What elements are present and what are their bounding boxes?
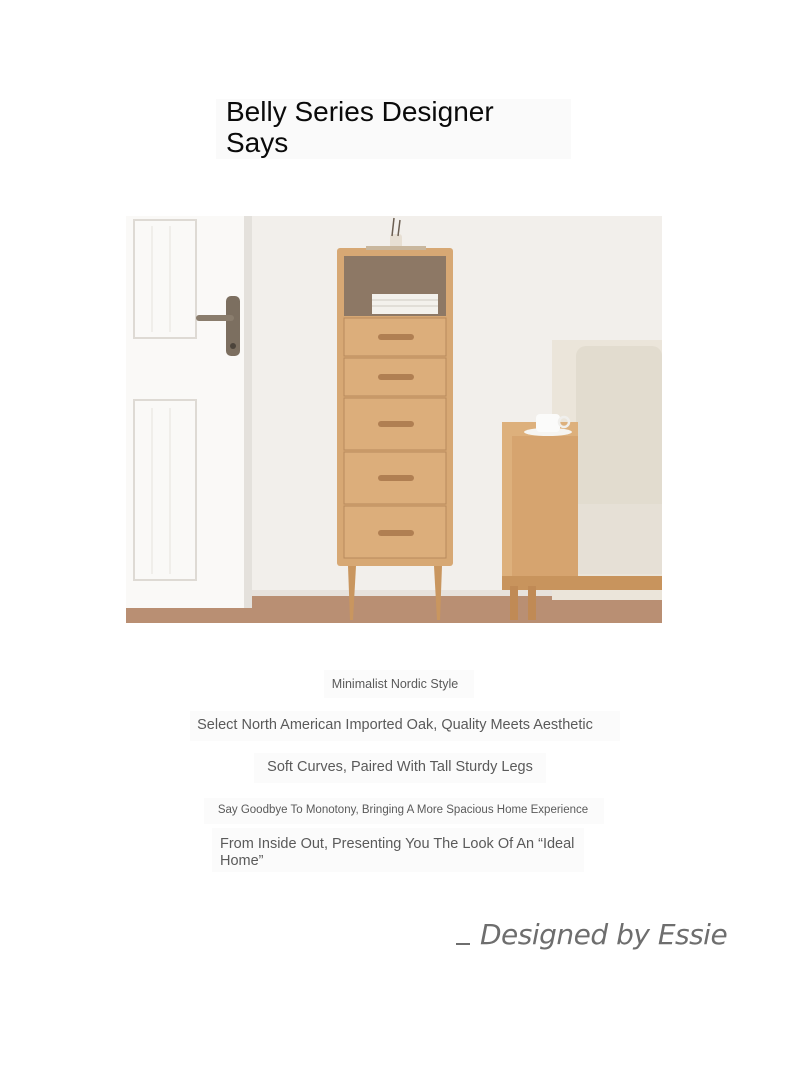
page-title: Belly Series Designer Says (226, 96, 494, 158)
feature-spacious-home: Say Goodbye To Monotony, Bringing A More Spacious Home Experience (217, 804, 589, 816)
signature-text: Designed by Essie (480, 918, 728, 951)
product-photo (126, 216, 662, 623)
feature-imported-oak: Select North American Imported Oak, Quality Meets Aesthetic (197, 717, 593, 733)
feature-ideal-home: From Inside Out, Presenting You The Look Of An “Ideal Home” (220, 836, 575, 869)
feature-nordic-style: Minimalist Nordic Style (331, 677, 459, 691)
signature-dash (456, 943, 470, 945)
feature-soft-curves: Soft Curves, Paired With Tall Sturdy Legs (267, 759, 533, 775)
designer-signature (456, 918, 727, 951)
